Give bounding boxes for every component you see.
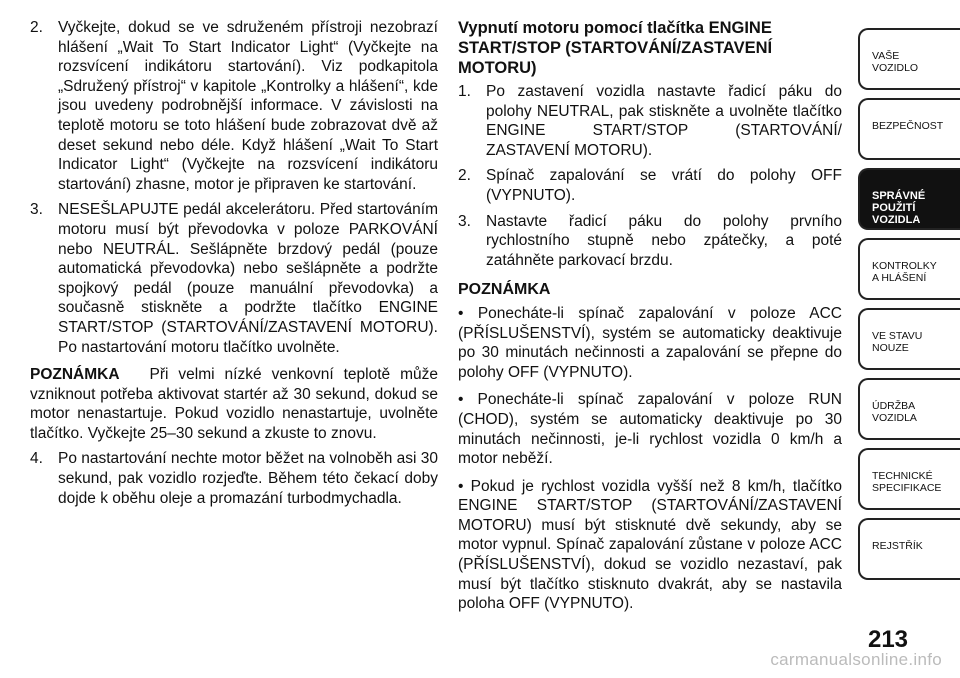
note-bullet: • Ponecháte-li spínač zapalování v poloze ACC (PŘÍSLUŠENSTVÍ), systém se automaticky deaktivuje po 30 minutách nečinnosti a zapalování se přepne do polohy OFF (VYPNUTO).	[458, 304, 842, 381]
note-label: POZNÁMKA	[30, 366, 120, 384]
step-text: NESEŠLAPUJTE pedál akcelerátoru. Před startováním motoru musí být převodovka v poloze PARKOVÁNÍ nebo NEUTRÁL. Sešlápněte brzdový pedál (pouze automatická převodovka) nebo sešlápněte a podržte spojkový pedál (pouze manuální převodovka) a současně stiskněte a podržte tlačítko ENGINE START/STOP (STARTOVÁNÍ/ZASTAVENÍ MOTORU). Po nastartování motoru tlačítko uvolněte.	[58, 201, 438, 356]
left-column	[30, 18, 438, 514]
step-text: Po zastavení vozidla nastavte řadicí páku do polohy NEUTRAL, pak stiskněte a uvolněte tlačítko ENGINE START/STOP (STARTOVÁNÍ/ ZASTAVENÍ MOTORU).	[486, 83, 842, 159]
page-number: 213	[867, 626, 909, 653]
right-step-1	[458, 82, 842, 160]
step-number: 4.	[30, 450, 43, 468]
tab-udrzba-vozidla[interactable]	[858, 378, 960, 440]
step-number: 2.	[458, 167, 471, 185]
right-step-3	[458, 212, 842, 271]
tab-label: VAŠE VOZIDLO	[872, 50, 919, 74]
note-text: Při velmi nízké venkovní teplotě může vzniknout potřeba aktivovat startér až 30 sekund, dokud se motor nenastartuje. Pokud vozidlo nenastartuje, uvolněte tlačítko. Vyčkejte 25–30 sekund a zkuste to znovu.	[30, 366, 439, 442]
step-2	[30, 18, 438, 194]
step-number: 3.	[30, 201, 43, 219]
tab-ve-stavu-nouze[interactable]	[858, 308, 960, 370]
note-bullet: • Ponecháte-li spínač zapalování v poloze RUN (CHOD), systém se automaticky deaktivuje po 30 minutách nečinnosti, je-li rychlost vozidla 0 km/h a motor neběží.	[458, 391, 842, 468]
watermark: carmanualsonline.info	[770, 650, 942, 669]
chapter-tabs	[858, 28, 960, 588]
tab-label: KONTROLKY A HLÁŠENÍ	[872, 260, 937, 284]
note-heading: POZNÁMKA	[458, 281, 551, 299]
right-column	[458, 18, 842, 622]
note-bullet: • Pokud je rychlost vozidla vyšší než 8 km/h, tlačítko ENGINE START/STOP (STARTOVÁNÍ/ZASTAVENÍ MOTORU) musí být stisknuté dvě sekundy, aby se motor vypnul. Spínač zapalování zůstane v poloze ACC (PŘÍSLUŠENSTVÍ), dokud se vozidlo nezastaví, pak musí být tlačítko stisknuto dvakrát, aby se nastavila poloha OFF (VYPNUTO).	[458, 477, 842, 613]
step-4	[30, 449, 438, 508]
tab-technicke-specifikace[interactable]	[858, 448, 960, 510]
tab-label: VE STAVU NOUZE	[872, 330, 923, 354]
tab-label: TECHNICKÉ SPECIFIKACE	[872, 470, 942, 494]
step-text: Vyčkejte, dokud se ve sdruženém přístroji nezobrazí hlášení „Wait To Start Indicator Light“ (Vyčkejte na rozsvícení indikátoru startování). Viz podkapitola „Sdružený přístroj“ v kapitole „Kontrolky a hlášení“, kde jsou uvedeny podrobnější informace. V závislosti na teplotě motoru se toto hlášení bude zobrazovat dvě až deset sekund nebo déle. Když hlášení „Wait To Start Indicator Light“ (Vyčkejte na rozsvícení indikátoru startování) zhasne, motor je připraven ke startování.	[58, 19, 438, 193]
tab-label: BEZPEČNOST	[872, 120, 944, 132]
note-paragraph	[30, 365, 438, 443]
tab-label: REJSTŘÍK	[872, 540, 923, 552]
tab-label: SPRÁVNÉ POUŽITÍ VOZIDLA	[872, 190, 926, 226]
tab-label: ÚDRŽBA VOZIDLA	[872, 400, 917, 424]
tab-kontrolky-a-hlaseni[interactable]	[858, 238, 960, 300]
tab-spravne-pouziti-vozidla[interactable]	[858, 168, 960, 230]
step-number: 3.	[458, 212, 471, 230]
right-step-2	[458, 166, 842, 205]
step-text: Po nastartování nechte motor běžet na volnoběh asi 30 sekund, pak vozidlo rozjeďte. Během této čekací doby dojde k oběhu oleje a promazání turbodmychadla.	[58, 450, 438, 507]
step-3	[30, 200, 438, 357]
step-number: 2.	[30, 19, 43, 36]
tab-bezpecnost[interactable]	[858, 98, 960, 160]
step-number: 1.	[458, 83, 471, 100]
tab-vase-vozidlo[interactable]	[858, 28, 960, 90]
step-text: Nastavte řadicí páku do polohy prvního rychlostního stupně nebo zpátečky, a poté zatáhněte parkovací brzdu.	[486, 212, 842, 269]
section-heading: Vypnutí motoru pomocí tlačítka ENGINE START/STOP (STARTOVÁNÍ/ZASTAVENÍ MOTORU)	[458, 19, 773, 77]
tab-rejstrik[interactable]	[858, 518, 960, 580]
step-text: Spínač zapalování se vrátí do polohy OFF (VYPNUTO).	[486, 167, 842, 204]
